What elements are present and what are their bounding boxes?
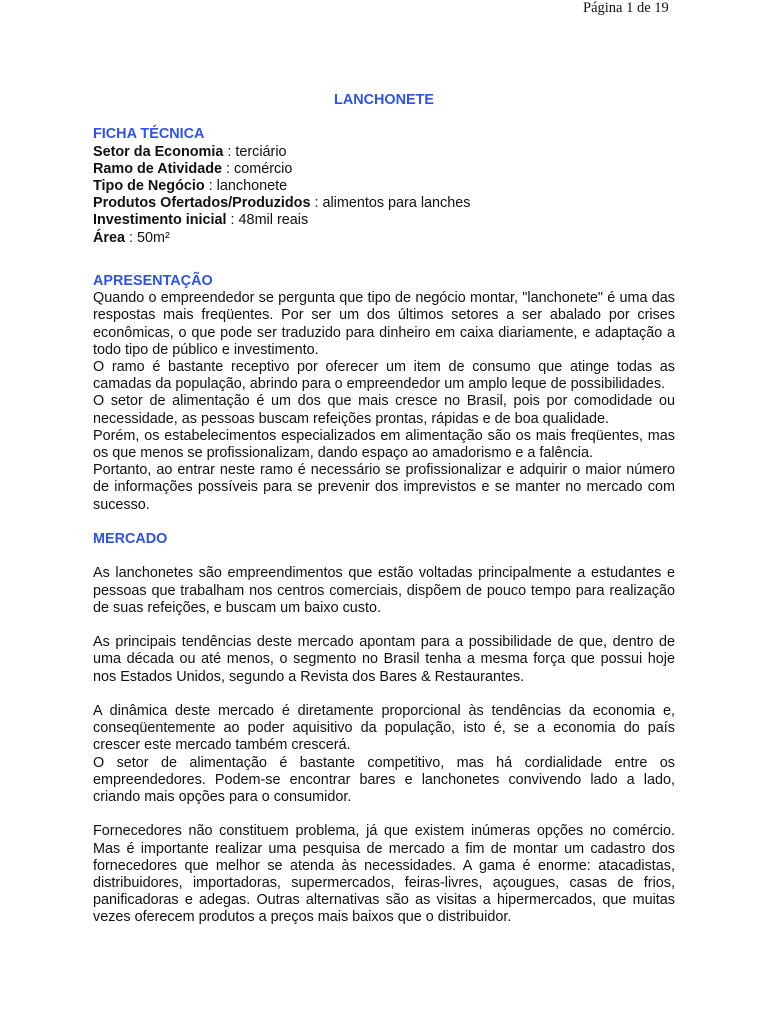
apresentacao-heading: APRESENTAÇÃO: [93, 272, 213, 289]
field-label: Tipo de Negócio: [93, 177, 205, 194]
field-value: : 48mil reais: [226, 212, 309, 229]
spacer: [93, 247, 675, 264]
field-label: Produtos Ofertados/Produzidos: [93, 195, 311, 212]
spacer: [93, 617, 675, 634]
apresentacao-section: [93, 273, 675, 514]
spacer: [93, 686, 675, 703]
paragraph: Porém, os estabelecimentos especializados em alimentação são os mais freqüentes, mas os que menos se profissionalizam, dando espaço ao amadorismo e a falência.: [93, 427, 675, 462]
field-tipo: [93, 178, 675, 195]
paragraph: As principais tendências deste mercado apontam para a possibilidade de que, dentro de uma década ou até menos, o segmento no Brasil tenha a mesma força que possui hoje nos Estados Unidos, segundo a Revista dos Bares & Restaurantes.: [93, 634, 675, 685]
field-ramo: [93, 161, 675, 178]
field-area: [93, 230, 675, 247]
field-setor: [93, 144, 675, 161]
spacer: [93, 806, 675, 823]
field-label: Ramo de Atividade: [93, 160, 223, 177]
paragraph: O setor de alimentação é bastante competitivo, mas há cordialidade entre os empreendedores. Podem-se encontrar bares e lanchonetes convivendo lado a lado, criando mais opções para o consumidor.: [93, 754, 675, 806]
field-value: : terciário: [223, 143, 287, 160]
paragraph: Quando o empreendedor se pergunta que tipo de negócio montar, "lanchonete" é uma das respostas mais freqüentes. Por ser um dos últimos setores a ser abalado por crises econômicas, o que pode ser traduzido para dinheiro em caixa diariamente, e adaptação a todo tipo de público e investimento.: [93, 290, 675, 358]
paragraph: A dinâmica deste mercado é diretamente proporcional às tendências da economia e, conseqüentemente ao poder aquisitivo da população, isto é, se a economia do país crescer este mercado também crescerá.: [93, 703, 675, 754]
field-produtos: [93, 195, 675, 212]
field-value: : comércio: [222, 160, 293, 177]
paragraph: Fornecedores não constituem problema, já que existem inúmeras opções no comércio. Mas é importante realizar uma pesquisa de mercado a fim de montar um cadastro dos fornecedores que melhor se atenda às necessidades. A gama é enorme: atacadistas, distribuidores, importadoras, supermercados, feiras-livres, açougues, casas de frios, panificadoras e adegas. Outras alternativas são as visitas a hipermercados, que muitas vezes oferecem produtos a preços mais baixos que o distribuidor.: [93, 823, 675, 926]
document-title: LANCHONETE: [334, 92, 434, 108]
ficha-tecnica-heading: FICHA TÉCNICA: [93, 126, 205, 143]
field-label: Investimento inicial: [93, 212, 227, 229]
spacer: [93, 109, 675, 126]
paragraph: O ramo é bastante receptivo por oferecer um item de consumo que atinge todas as camadas da população, abrindo para o empreendedor um amplo leque de possibilidades.: [93, 359, 675, 393]
ficha-tecnica-section: [93, 126, 675, 246]
paragraph: Portanto, ao entrar neste ramo é necessário se profissionalizar e adquirir o maior número de informações possíveis para se prevenir dos imprevistos e se manter no mercado com sucesso.: [93, 462, 675, 513]
field-investimento: [93, 212, 675, 229]
mercado-heading: MERCADO: [93, 531, 168, 548]
document-body: [93, 92, 675, 927]
field-label: Setor da Economia: [93, 143, 224, 160]
field-value: : alimentos para lanches: [310, 195, 471, 212]
spacer: [93, 514, 675, 531]
paragraph: O setor de alimentação é um dos que mais cresce no Brasil, pois por comodidade ou necessidade, as pessoas buscam refeições prontas, rápidas e de boa qualidade.: [93, 393, 675, 427]
page-number: Página 1 de 19: [583, 0, 669, 16]
spacer: [93, 548, 675, 565]
spacer: [93, 264, 675, 273]
paragraph: As lanchonetes são empreendimentos que estão voltadas principalmente a estudantes e pessoas que trabalham nos centros comerciais, dispõem de pouco tempo para realização de suas refeições, e buscam um baixo custo.: [93, 565, 675, 616]
field-value: : 50m²: [125, 229, 170, 246]
field-label: Área: [93, 229, 125, 246]
mercado-section: [93, 531, 675, 927]
field-value: : lanchonete: [204, 177, 288, 194]
